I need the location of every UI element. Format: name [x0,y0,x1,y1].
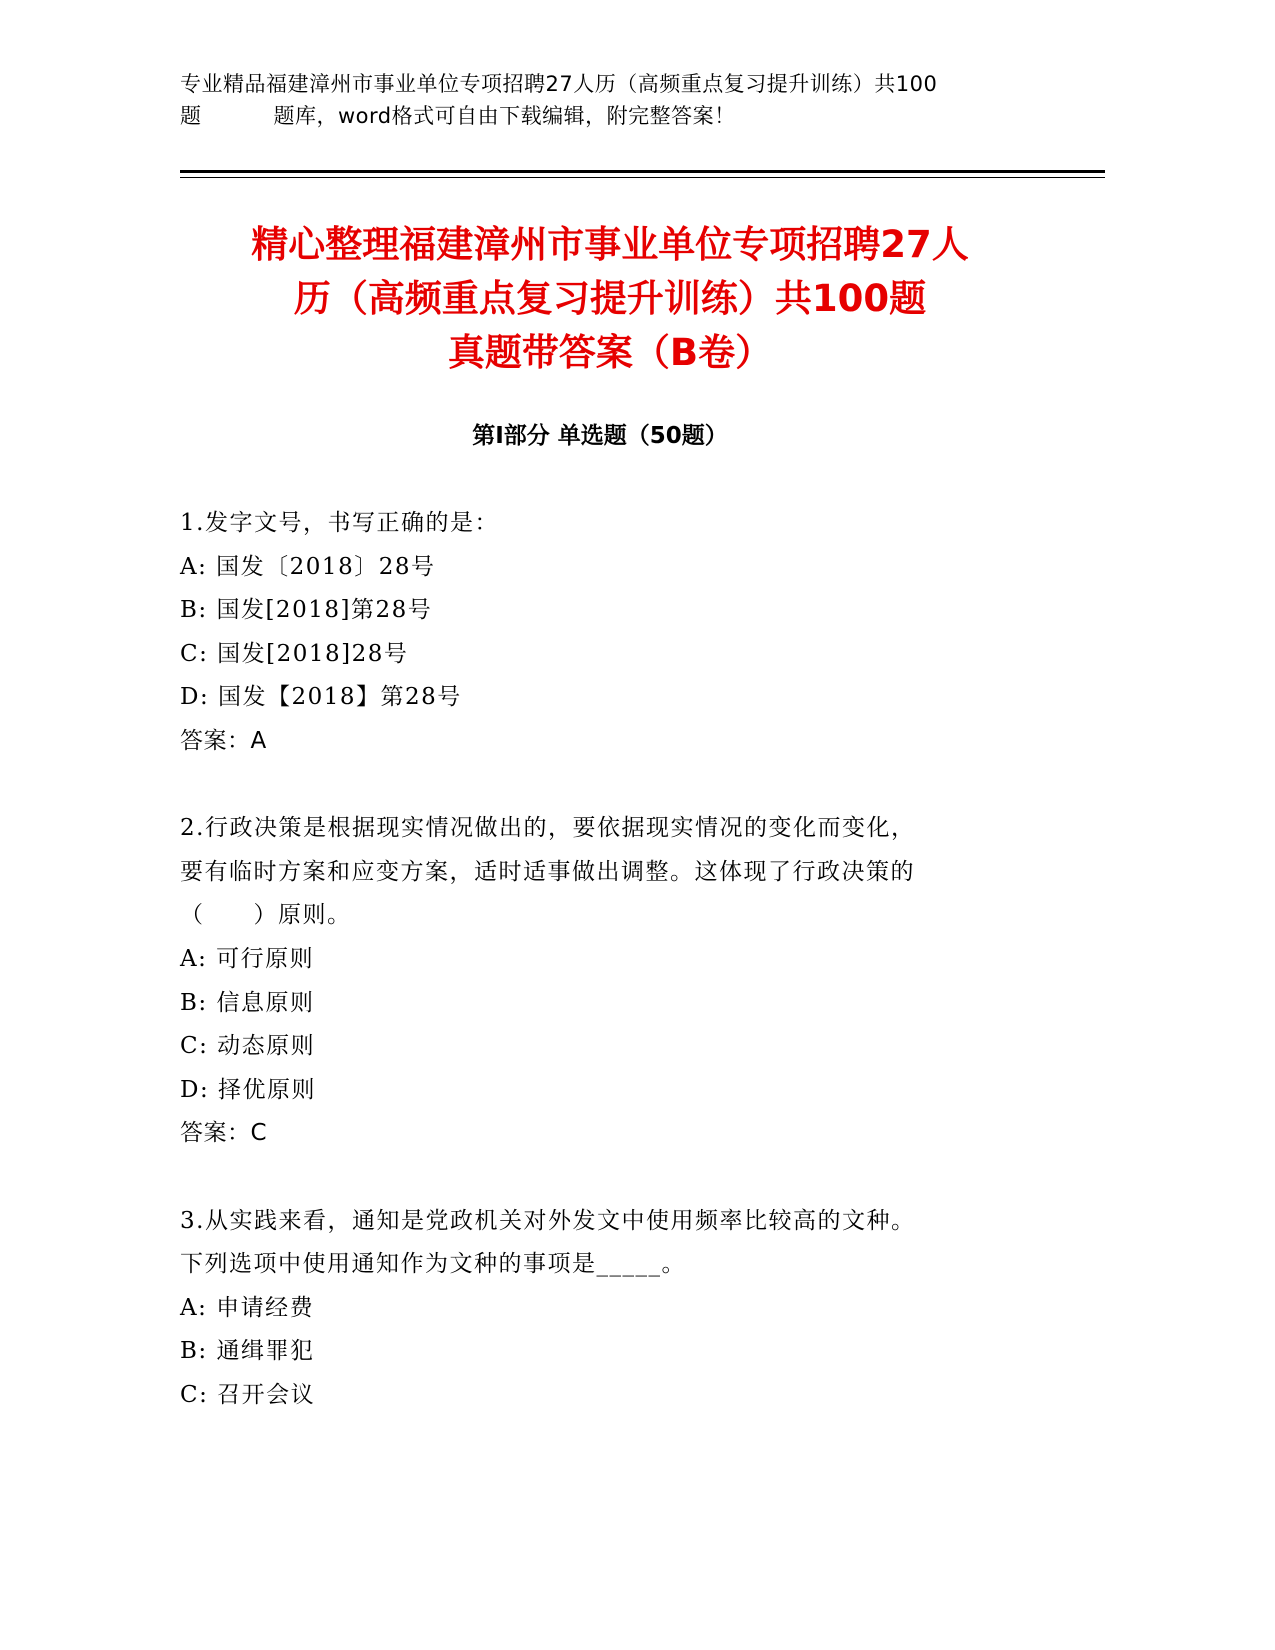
header-line-2-head: 题 [180,104,202,128]
header-line-1: 专业精品福建漳州市事业单位专项招聘27人历（高频重点复习提升训练）共100 [180,72,938,96]
option-d: D: 国发【2018】第28号 [180,684,462,711]
option-a: A: 国发〔2018〕28号 [180,553,436,580]
question-stem: 2.行政决策是根据现实情况做出的，要依据现实情况的变化而变化， [180,815,916,842]
header-divider-thin [180,177,1105,178]
title-line-1: 精心整理福建漳州市事业单位专项招聘27人 [251,223,969,266]
question-2 [180,807,1060,1156]
option-b: B: 通缉罪犯 [180,1338,315,1365]
header-divider-thick [180,170,1105,173]
answer: 答案：C [180,1120,268,1147]
question-stem: 3.从实践来看，通知是党政机关对外发文中使用频率比较高的文种。 [180,1207,916,1234]
question-stem: 要有临时方案和应变方案，适时适事做出调整。这体现了行政决策的 [180,858,915,885]
header-line-2 [180,100,1080,132]
option-c: C: 国发[2018]28号 [180,640,409,667]
question-stem: （ ）原则。 [180,902,352,929]
title-line-3: 真题带答案（B卷） [447,331,773,374]
header-line-2-tail: 题库，word格式可自由下载编辑，附完整答案！ [273,104,736,128]
option-a: A: 申请经费 [180,1294,315,1321]
option-c: C: 召开会议 [180,1381,316,1408]
document-title [170,218,1050,380]
answer: 答案：A [180,727,267,754]
question-stem: 1.发字文号，书写正确的是： [180,510,499,536]
question-list [180,502,1060,1461]
section-title: 第Ⅰ部分 单选题（50题） [472,423,728,449]
question-stem: 下列选项中使用通知作为文种的事项是_____。 [180,1251,686,1278]
option-b: B: 信息原则 [180,989,315,1016]
option-d: D: 择优原则 [180,1076,317,1103]
option-c: C: 动态原则 [180,1033,316,1060]
option-b: B: 国发[2018]第28号 [180,597,433,624]
question-3 [180,1200,1060,1418]
document-header [180,68,1080,132]
option-a: A: 可行原则 [180,945,315,972]
title-line-2: 历（高频重点复习提升训练）共100题 [293,277,927,320]
question-1 [180,502,1060,764]
